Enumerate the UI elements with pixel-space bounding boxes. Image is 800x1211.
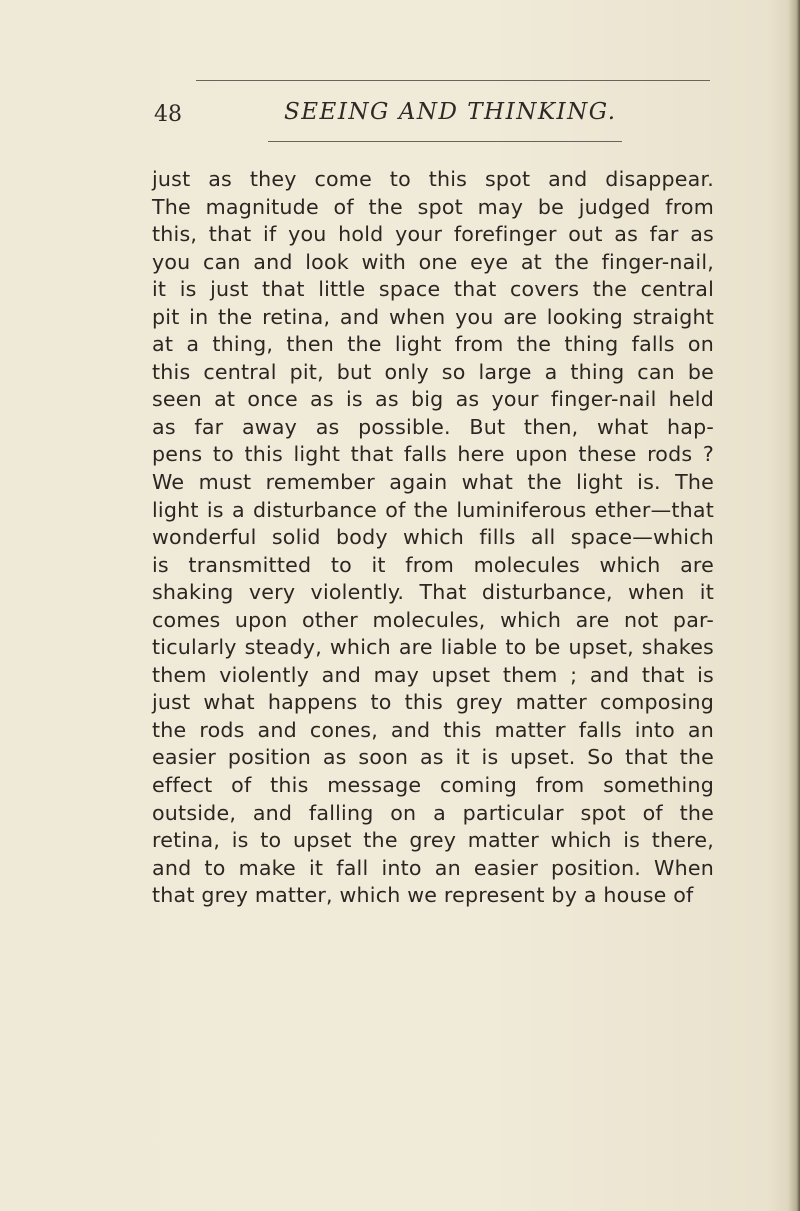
page-number: 48 [154, 102, 182, 127]
text-line: pens to this light that falls here upon these rods ? [152, 442, 714, 467]
text-line: is transmitted to it from molecules which are [152, 552, 714, 577]
text-line: as far away as possible. But then, what hap- [152, 414, 714, 439]
text-line: wonderful solid body which fills all space—which [152, 525, 714, 550]
text-line: retina, is to upset the grey matter which is there, [152, 828, 714, 853]
text-line: outside, and falling on a particular spot of the [152, 800, 714, 825]
text-line: and to make it fall into an easier position. When [152, 855, 714, 880]
header-rule [268, 141, 622, 142]
text-line: We must remember again what the light is. The [152, 470, 714, 495]
text-line: you can and look with one eye at the finger-nail, [152, 249, 714, 274]
text-line: comes upon other molecules, which are not par- [152, 607, 714, 632]
text-line: them violently and may upset them ; and that is [152, 662, 714, 687]
text-line: this central pit, but only so large a thing can be [152, 359, 714, 384]
text-line: that grey matter, which we represent by a house of [152, 883, 694, 908]
text-line: seen at once as is as big as your finger-nail held [152, 387, 714, 412]
text-line: easier position as soon as it is upset. So that the [152, 745, 714, 770]
text-line: just as they come to this spot and disappear. [152, 167, 714, 191]
text-line: just what happens to this grey matter composing [152, 690, 714, 715]
text-line: effect of this message coming from something [152, 773, 714, 798]
text-line: at a thing, then the light from the thing falls on [152, 332, 714, 357]
text-line: shaking very violently. That disturbance, when it [152, 580, 714, 605]
text-line: the rods and cones, and this matter falls into an [152, 717, 714, 742]
text-line: The magnitude of the spot may be judged from [152, 194, 714, 219]
text-line: it is just that little space that covers the central [152, 277, 714, 302]
text-line: ticularly steady, which are liable to be upset, shakes [152, 635, 714, 660]
body-paragraph [152, 166, 714, 910]
running-head: SEEING AND THINKING. [284, 99, 617, 125]
text-line: pit in the retina, and when you are looking straight [152, 304, 714, 329]
text-line: light is a disturbance of the luminiferous ether—that [152, 497, 714, 522]
text-line: this, that if you hold your forefinger out as far as [152, 222, 714, 247]
page-edge-shadow [788, 0, 800, 1211]
top-rule [196, 80, 710, 81]
